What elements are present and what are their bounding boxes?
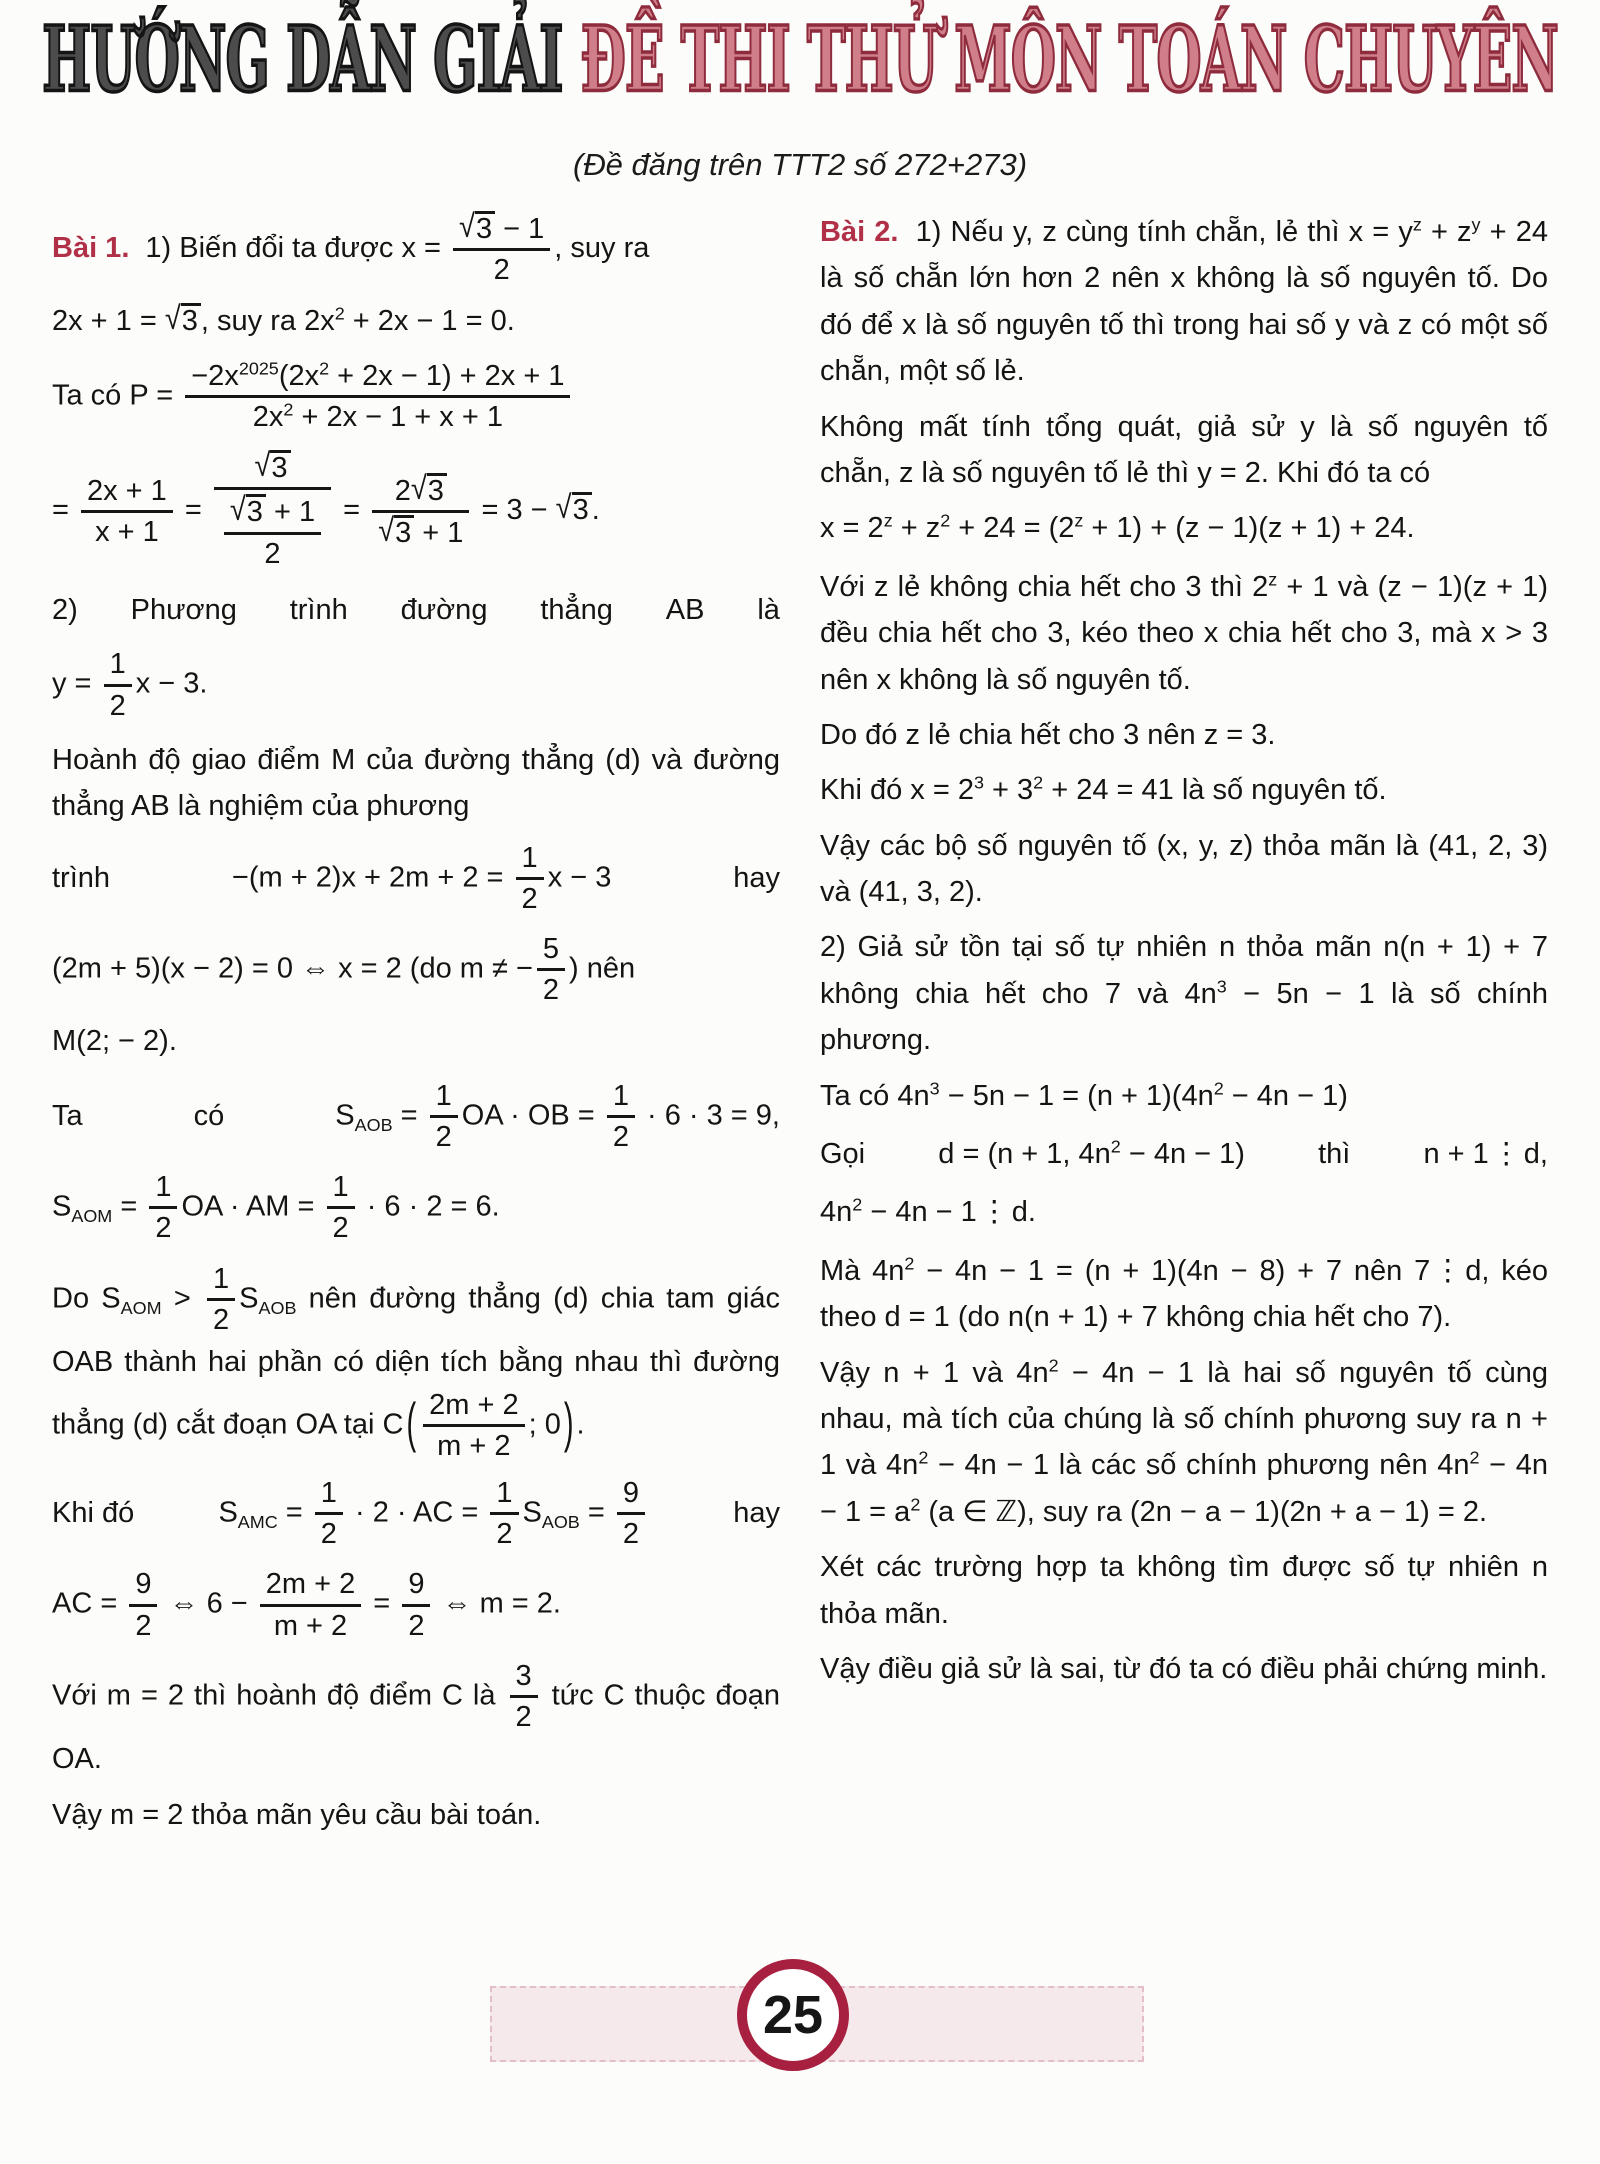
math-chunk: trình bbox=[289, 593, 348, 626]
math-chunk: $S_{AMC}$ = $\frac{1}{2}$ · 2 · AC = $\frac{1}{2}$ $S_{AOB}$ = $\frac{9}{2}$ bbox=[218, 1474, 649, 1553]
fraction: $\frac{1}{2}$ bbox=[516, 841, 544, 916]
paragraph: Không mất tính tổng quát, giả sử y là số nguyên tố chẵn, z là số nguyên tố lẻ thì y = 2. Khi đó ta có bbox=[820, 410, 1548, 489]
right-column bbox=[820, 209, 1548, 1847]
math-chunk: thì bbox=[1318, 1138, 1351, 1171]
math-line: 2x + 1 = √3 , suy ra $2x^2 + 2x - 1 = 0$. bbox=[52, 301, 515, 338]
paragraph: Mà $4n^2 - 4n - 1 = (n + 1)(4n - 8) + 7$ nên 7 ⋮ d, kéo theo d = 1 (do n(n + 1) + 7 không chia hết cho 7). bbox=[820, 1253, 1549, 1334]
fraction: $\frac{1}{2}$ bbox=[207, 1262, 235, 1337]
math-chunk: đường bbox=[400, 593, 488, 626]
paragraph: Bài 2. 1) Nếu y, z cùng tính chẵn, lẻ thì $x = y^z + z^y + 24$ là số chẵn lớn hơn 2 nên x không là số nguyên tố. Do đó để x là số nguyên tố thì trong hai số y và z có một số chẵn, một số lẻ. bbox=[820, 214, 1548, 388]
paragraph: (2m + 5)(x − 2) = 0 ⇔ x = 2 (do m ≠ − $\frac{5}{2}$ ) nên bbox=[52, 932, 636, 1007]
math-line bbox=[52, 587, 780, 633]
fraction: $\frac{1}{2}$ bbox=[430, 1079, 458, 1154]
paragraph: Bài 1. 1) Biến đổi ta được x = $\frac{√3 - 1}{2}$ , suy ra bbox=[52, 209, 650, 287]
math-chunk: thẳng bbox=[540, 593, 613, 626]
math-line: = $\frac{2x + 1}{x + 1}$ = $\frac{√3}{\frac{√3 + 1}{2}}$ = $\frac{2√3}{√3 + 1}$ = 3 − √3 . bbox=[52, 448, 780, 575]
paragraph: Khi đó $x = 2^3 + 3^2 + 24 = 41$ là số nguyên tố. bbox=[820, 772, 1387, 807]
subtitle: (Đề đăng trên TTT2 số 272+273) bbox=[572, 147, 1028, 182]
fraction: $\frac{9}{2}$ bbox=[617, 1476, 645, 1551]
divisibility-symbol: ⋮ bbox=[1491, 1138, 1521, 1171]
fraction: $\frac{√3 + 1}{2}$ bbox=[224, 494, 321, 570]
math-chunk: $S_{AOB}$ = $\frac{1}{2}$ OA · OB = $\frac{1}{2}$ · 6 · 3 = 9, bbox=[335, 1079, 780, 1154]
math-chunk: là bbox=[757, 593, 780, 626]
square-root: √3 bbox=[254, 450, 290, 485]
paragraph: Với z lẻ không chia hết cho 3 thì $2^z + 1$ và (z − 1)(z + 1) đều chia hết cho 3, kéo theo x chia hết cho 3, mà x > 3 nên x không là số nguyên tố. bbox=[820, 569, 1549, 696]
math-chunk: Phương bbox=[130, 593, 237, 626]
math-line bbox=[52, 839, 780, 918]
problem-label: Bài 2. bbox=[820, 216, 899, 248]
paragraph: 2) Giả sử tồn tại số tự nhiên n thỏa mãn n(n + 1) + 7 không chia hết cho 7 và $4n^3 - 5n - 1$ là số chính phương. bbox=[820, 931, 1548, 1057]
math-line bbox=[52, 1077, 780, 1156]
math-line bbox=[52, 1474, 780, 1553]
fraction: $\frac{1}{2}$ bbox=[104, 647, 132, 722]
fraction: $\frac{1}{2}$ bbox=[327, 1170, 355, 1245]
square-root: √3 bbox=[459, 211, 495, 246]
fraction bbox=[214, 450, 331, 573]
math-line: y = $\frac{1}{2}$ x − 3. bbox=[52, 648, 208, 722]
paragraph: Do đó z lẻ chia hết cho 3 nên z = 3. bbox=[820, 718, 1276, 751]
page-number-badge bbox=[737, 1959, 849, 2071]
fraction: $\frac{2√3}{√3 + 1}$ bbox=[372, 473, 469, 550]
math-chunk: n + 1 ⋮ d, bbox=[1423, 1138, 1548, 1171]
page-number: 25 bbox=[762, 1985, 824, 2045]
title-part-dark: HƯỚNG DẪN GIẢI bbox=[42, 8, 563, 113]
paragraph: Với m = 2 thì hoành độ điểm C là $\frac{3}{2}$ tức C thuộc đoạn OA. bbox=[52, 1659, 780, 1776]
math-chunk: hay bbox=[733, 1497, 780, 1530]
fraction: $\frac{-2x^{2025}(2x^2 + 2x - 1) + 2x + 1}{2x^2 + 2x - 1 + x + 1}$ bbox=[185, 359, 570, 434]
paragraph: Vậy n + 1 và $4n^2 - 4n - 1$ là hai số nguyên tố cùng nhau, mà tích của chúng là số chính phương suy ra n + 1 và $4n^2 - 4n - 1$ là các số chính phương nên $4n^2 - 4n - 1 = a^2$ (a ∈ ℤ), suy ra (2n − a − 1)(2n + a − 1) = 2. bbox=[820, 1354, 1548, 1528]
math-chunk: Ta bbox=[52, 1100, 83, 1133]
math-line: $S_{AOM}$ = $\frac{1}{2}$ OA · AM = $\frac{1}{2}$ · 6 · 2 = 6. bbox=[52, 1171, 500, 1245]
fraction: $\frac{1}{2}$ bbox=[149, 1170, 177, 1245]
math-chunk: Gọi bbox=[820, 1138, 866, 1171]
paragraph: Vậy điều giả sử là sai, từ đó ta có điều phải chứng minh. bbox=[820, 1652, 1548, 1685]
math-chunk: trình bbox=[52, 862, 111, 895]
square-root: √3 bbox=[230, 494, 266, 529]
paragraph: Vậy m = 2 thỏa mãn yêu cầu bài toán. bbox=[52, 1798, 542, 1831]
math-chunk: có bbox=[193, 1100, 225, 1133]
fraction: $\frac{1}{2}$ bbox=[607, 1079, 635, 1154]
divisibility-symbol: ⋮ bbox=[979, 1196, 1009, 1229]
math-line: M(2; − 2). bbox=[52, 1025, 177, 1058]
math-chunk: hay bbox=[733, 862, 780, 895]
paragraph: Do $S_{AOM}$ > $\frac{1}{2}$ $S_{AOB}$ nên đường thẳng (d) chia tam giác OAB thành hai phần có diện tích bằng nhau thì đường thẳng (d) cắt đoạn OA tại C ( $\frac{2m + 2}{m + 2}$ ; 0 ) . bbox=[52, 1262, 780, 1462]
fraction: $\frac{9}{2}$ bbox=[129, 1567, 157, 1642]
fraction: $\frac{1}{2}$ bbox=[490, 1476, 518, 1551]
title-part-red: ĐỀ THI THỬ MÔN TOÁN CHUYÊN bbox=[580, 8, 1558, 113]
fraction: $\frac{3}{2}$ bbox=[510, 1659, 538, 1734]
math-line: Ta có $4n^3 - 5n - 1 = (n + 1)(4n^2 - 4n - 1)$ bbox=[820, 1077, 1348, 1112]
problem-label: Bài 1. bbox=[52, 231, 130, 264]
math-chunk: −(m + 2)x + 2m + 2 = $\frac{1}{2}$ x − 3 bbox=[231, 841, 612, 915]
paragraph: Xét các trường hợp ta không tìm được số tự nhiên n thỏa mãn. bbox=[820, 1551, 1548, 1630]
square-root: √3 bbox=[556, 492, 592, 527]
math-line bbox=[820, 1131, 1548, 1177]
page-title bbox=[0, 8, 1600, 113]
paragraph: Vậy các bộ số nguyên tố (x, y, z) thỏa mãn là (41, 2, 3) và (41, 3, 2). bbox=[820, 829, 1548, 909]
paragraph: Hoành độ giao điểm M của đường thẳng (d) và đường thẳng AB là nghiệm của phương bbox=[52, 743, 780, 823]
math-line: $4n^2 - 4n - 1$ ⋮ d. bbox=[820, 1194, 1036, 1229]
square-root: √3 bbox=[411, 473, 447, 508]
math-line: $x = 2^z + z^2 + 24 = (2^z + 1) + (z - 1)(z + 1) + 24$. bbox=[820, 510, 1415, 545]
fraction: $\frac{2m + 2}{m + 2}$ bbox=[423, 1388, 524, 1463]
math-chunk: Khi đó bbox=[52, 1497, 135, 1530]
square-root: √3 bbox=[378, 515, 414, 550]
square-root: √3 bbox=[165, 303, 201, 338]
fraction: $\frac{√3 - 1}{2}$ bbox=[453, 211, 550, 287]
fraction: $\frac{1}{2}$ bbox=[315, 1476, 343, 1551]
fraction: $\frac{5}{2}$ bbox=[537, 932, 565, 1007]
math-line: Ta có P = $\frac{-2x^{2025}(2x^2 + 2x - 1) + 2x + 1}{2x^2 + 2x - 1 + x + 1}$ bbox=[52, 357, 780, 436]
math-chunk: d = (n + 1, $4n^2 - 4n - 1$) bbox=[938, 1136, 1245, 1171]
fraction: $\frac{2x + 1}{x + 1}$ bbox=[81, 474, 173, 549]
math-chunk: AB bbox=[665, 593, 705, 626]
fraction: $\frac{2m + 2}{m + 2}$ bbox=[260, 1567, 361, 1642]
fraction: $\frac{9}{2}$ bbox=[402, 1567, 430, 1642]
math-line: AC = $\frac{9}{2}$ ⇔ 6 − $\frac{2m + 2}{m + 2}$ = $\frac{9}{2}$ ⇔ m = 2. bbox=[52, 1568, 561, 1642]
content-columns bbox=[0, 209, 1600, 1847]
left-column bbox=[52, 209, 780, 1847]
divisibility-symbol: ⋮ bbox=[1433, 1254, 1463, 1287]
math-chunk: 2) bbox=[52, 593, 78, 626]
